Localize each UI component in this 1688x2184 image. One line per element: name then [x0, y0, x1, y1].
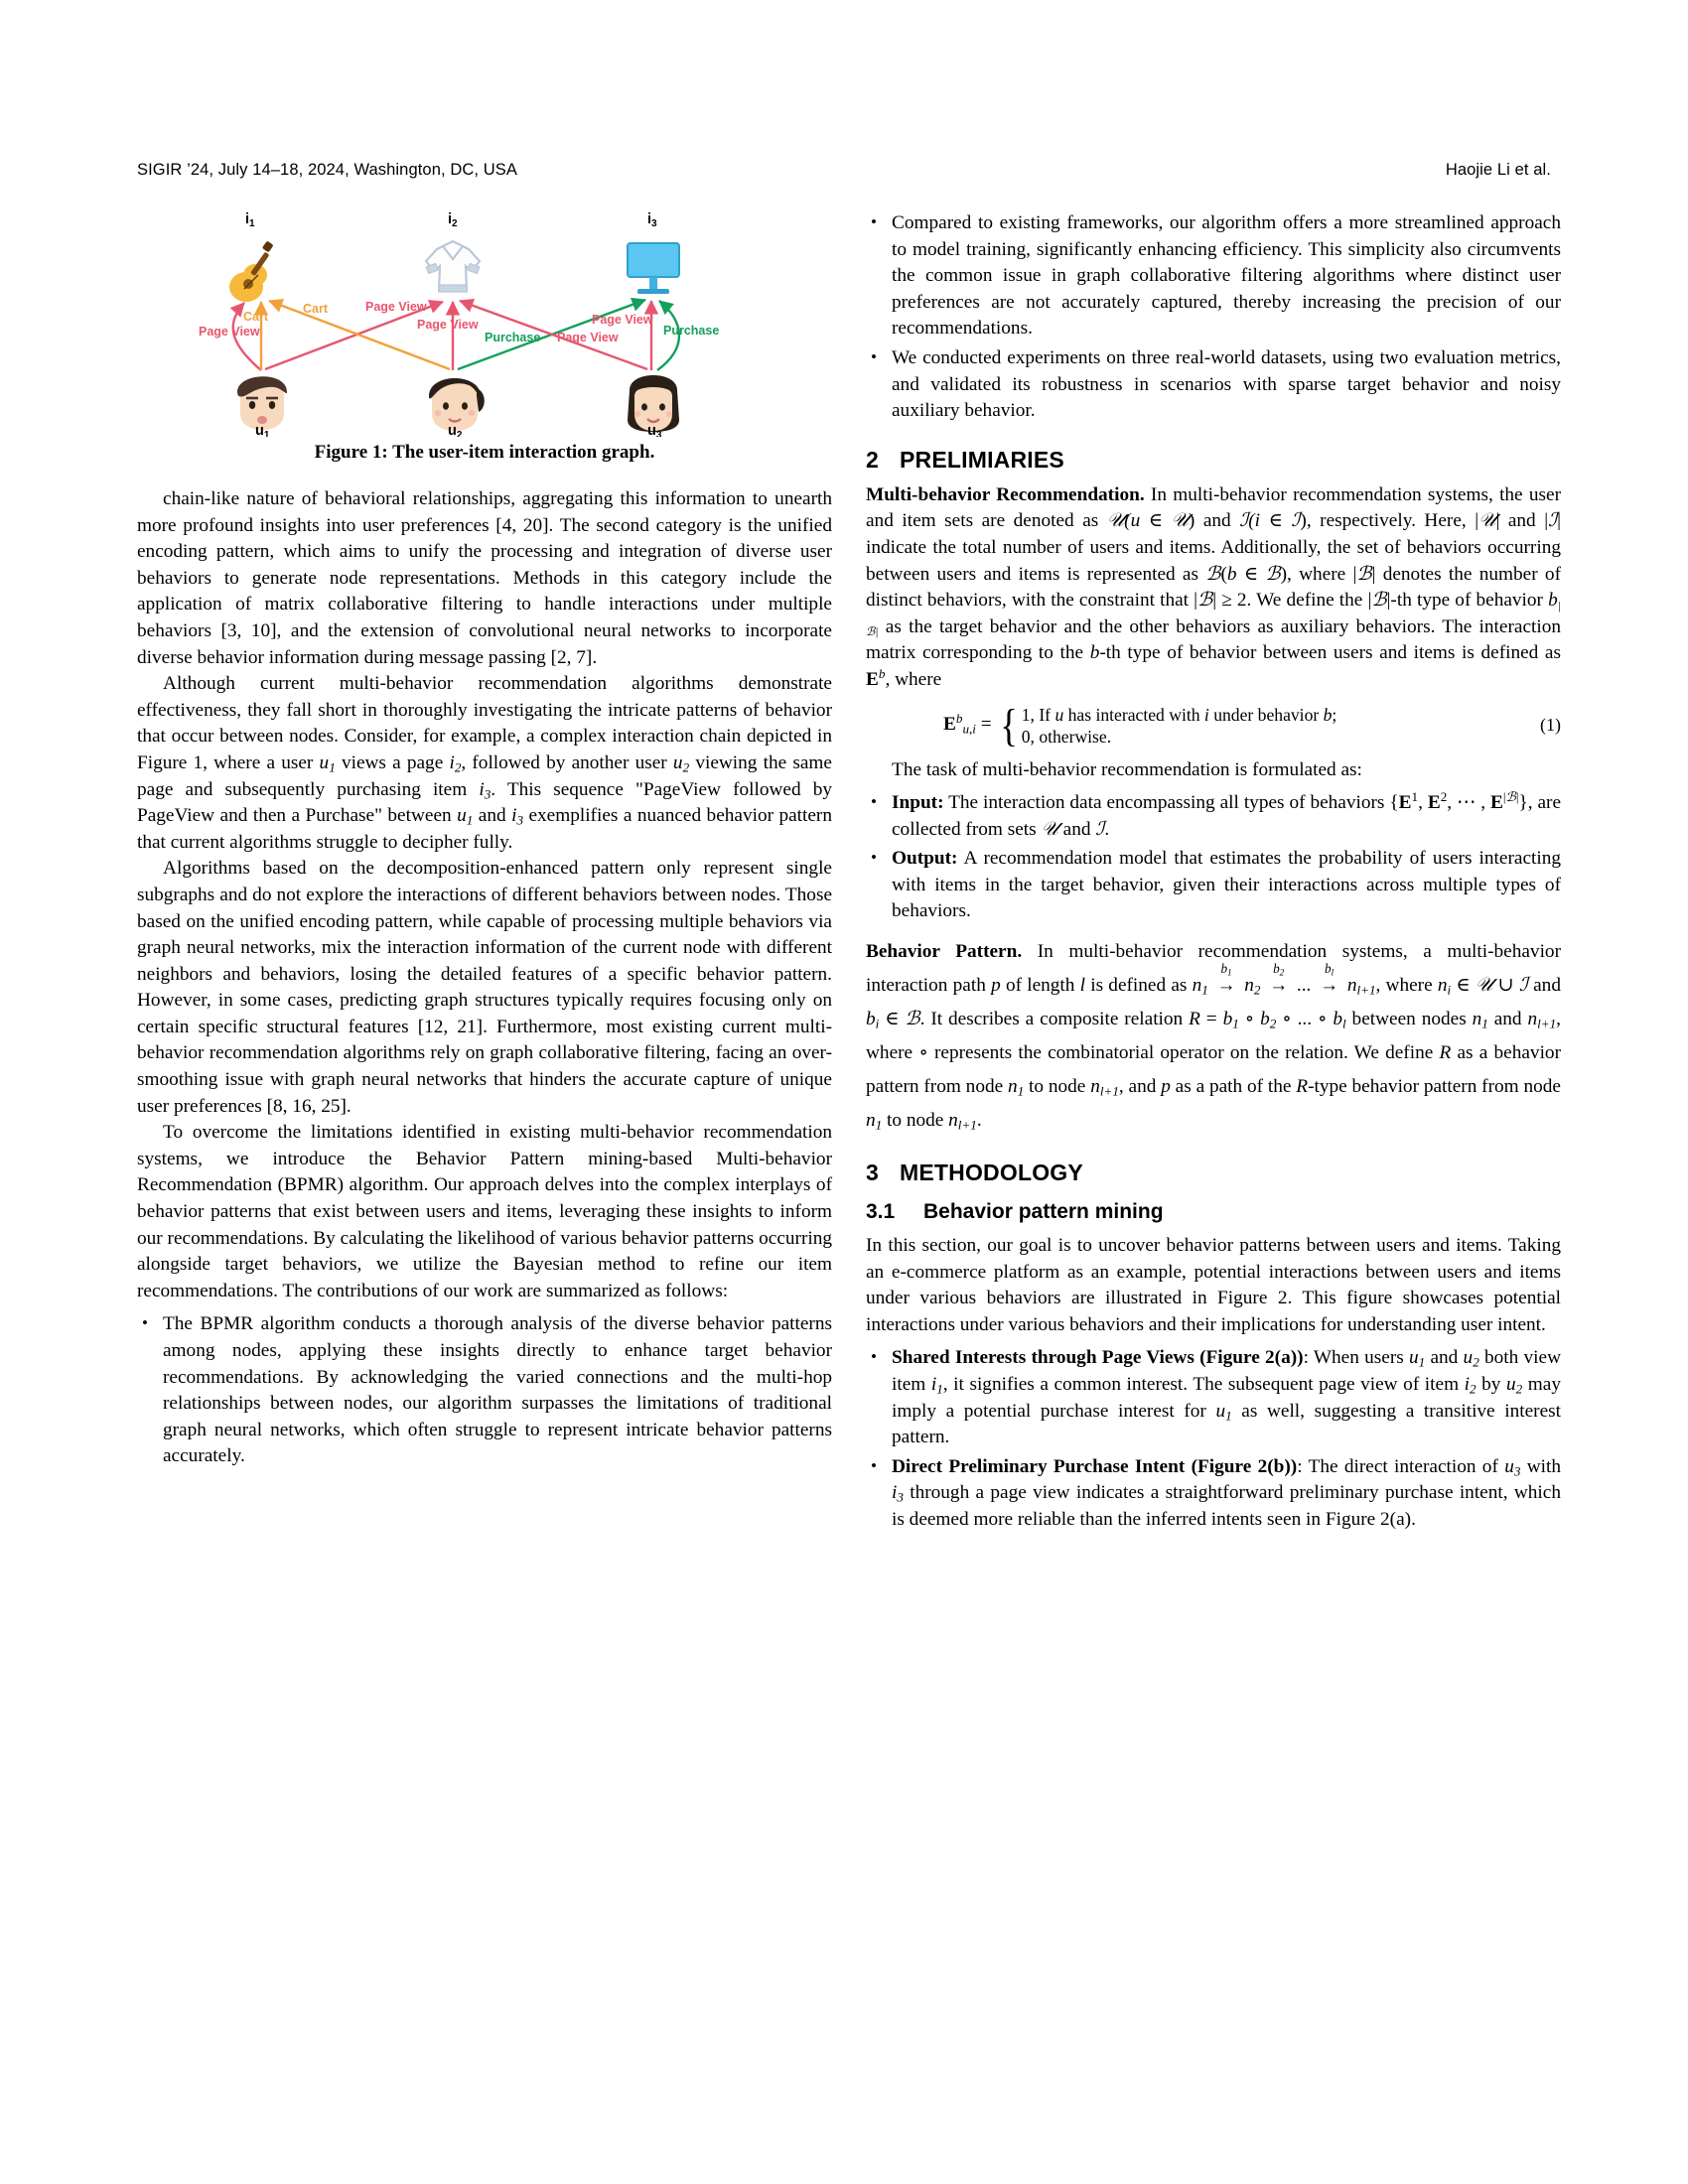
b3-f: may imply a potential purchase interest for — [892, 1374, 1561, 1422]
list-item: • The BPMR algorithm conducts a thorough analysis of the diverse behavior patterns among nodes, applying these insights directly to enhance target behavior recommendations. By acknowledging the varied connections and the multi-hop relationships between nodes, our algorithm surpasses the limitations of traditional graph neural networks, which often struggle to represent intricate behavior patterns accurately. — [137, 1311, 832, 1470]
b4-b: with — [1520, 1455, 1562, 1477]
math-nl1c: $n_{l+1}$ — [1090, 1076, 1119, 1099]
list-item-output — [866, 846, 1561, 925]
math-u1-d: $u_1$ — [1215, 1400, 1232, 1424]
figure-1 — [137, 204, 832, 465]
eq1-lhs: E — [943, 714, 956, 736]
b3-e: by — [1476, 1374, 1507, 1396]
math-set-I: ℐ — [1239, 510, 1249, 532]
left-para-3: Algorithms based on the decomposition-enhanced pattern only represent single subgraphs and do not explore the interactions of different behaviors between nodes. Those based on the unified encoding pattern, while capable of processing multiple behaviors via graph neural networks, mix the interaction information of the current node with different neighbors and behaviors, losing the detailed features of a specific behavior pattern. However, in some cases, predicting graph structures typically requires focusing only on certain specific structural features [12, 21]. Furthermore, most existing current multi-behavior recommendation algorithms rely on graph collaborative filtering, facing an over-smoothing issue with graph neural networks that hinders the accurate capture of unique user preferences [8, 16, 25]. — [137, 858, 832, 1117]
bullet-4-label: Direct Preliminary Purchase Intent (Figure 2(b)) — [892, 1455, 1298, 1477]
eq1-equals: = — [980, 714, 992, 736]
math-ni: $n_i$ — [1437, 975, 1452, 998]
math-u2-c: $u_2$ — [1463, 1347, 1479, 1371]
math-card-U: 𝒰 — [1478, 510, 1496, 532]
b3-a: : When users — [1303, 1347, 1409, 1369]
math-paren-u: (u — [1124, 510, 1141, 532]
math-card-B: ℬ — [1356, 563, 1372, 585]
svg-text:Cart: Cart — [243, 310, 269, 324]
bp-p: . — [976, 1110, 982, 1132]
math-i2-c: $i_2$ — [1464, 1374, 1477, 1397]
bp-c: is defined as — [1085, 975, 1193, 997]
mb-h: as the target behavior and the other behaviors as auxiliary behaviors. The interaction matrix corresponding to the — [866, 615, 1561, 664]
equation-1 — [866, 699, 1561, 751]
math-nl1b: $n_{l+1}$ — [1527, 1009, 1557, 1031]
left-para-2 — [137, 671, 832, 856]
math-set-U2: 𝒰 — [1171, 510, 1189, 532]
math-set-B2: ℬ — [1265, 563, 1281, 585]
output-label: Output: — [892, 848, 958, 870]
bp-d: , where — [1375, 975, 1438, 997]
figure-1-graphic — [167, 204, 802, 437]
math-u1: $u_1$ — [319, 751, 336, 775]
running-head-venue: SIGIR ’24, July 14–18, 2024, Washington, DC, USA — [137, 161, 517, 179]
arrow-b1: $b_1$ → — [1216, 961, 1236, 997]
mb-j: , where — [885, 668, 942, 690]
math-n1b: $n_1$ — [1472, 1009, 1488, 1031]
section-heading-preliminaries — [866, 446, 1561, 474]
svg-text:Cart: Cart — [303, 302, 329, 316]
left-para-2-c: , followed by another user — [461, 751, 673, 773]
figure-1-caption: Figure 1: The user-item interaction graph. — [314, 442, 655, 463]
svg-text:Page View: Page View — [592, 313, 653, 327]
output-text: A recommendation model that estimates the probability of users interacting with items in the target behavior, given their interactions across multiple types of behaviors. — [892, 848, 1561, 922]
bp-g: between nodes — [1345, 1009, 1473, 1030]
math-i2: $i_2$ — [449, 751, 462, 775]
mb-a: In multi-behavior recommendation systems, the user and item sets are denoted as — [866, 483, 1562, 532]
b3-c: both view item — [892, 1347, 1561, 1396]
section-number: 3 — [866, 1160, 879, 1186]
math-p: p — [991, 975, 1001, 997]
math-u2: $u_2$ — [672, 751, 690, 775]
eq1-brace: { — [999, 699, 1018, 751]
math-card-B3: ℬ — [1371, 590, 1387, 612]
math-bi: $b_i$ — [866, 1009, 880, 1031]
math-R: R — [1189, 1009, 1200, 1030]
behavior-pattern-paragraph: Behavior Pattern. In multi-behavior recommendation systems, a multi-behavior interaction path p of length l is defined as $n_1$ $b_1$ → $n_2$ $b_2$ → ... $b_l$ → $n_{l+1}$, where $n_i$ ∈ 𝒰 ∪ ℐ and $b_i$ ∈ ℬ. It describes a composite relation $R = b_1$ ∘ $b_2$ ∘ ... ∘ $b_l$ between nodes $n_1$ and $n_{l+1}$, where ∘ represents the combinatorial operator on the relation. We define R as a behavior pattern from node $n_1$ to node $n_{l+1}$, and p as a path of the R-type behavior pattern from node $n_1$ to node $n_{l+1}$. — [866, 941, 1561, 1133]
list-item-input: • Input: The interaction data encompassing all types of behaviors {$E^1$, $E^2$, ⋯ , $E^{|ℬ|}$}, are collected from sets 𝒰 and ℐ. — [866, 790, 1561, 843]
svg-text:i2: $i_2$ — [448, 211, 458, 229]
math-n1c: $n_1$ — [1008, 1076, 1025, 1099]
math-l: l — [1079, 975, 1085, 997]
left-contributions-list — [137, 1311, 832, 1470]
math-n2: $n_2$ — [1244, 975, 1261, 998]
math-set-B: ℬ — [1205, 563, 1221, 585]
input-label: Input: — [892, 792, 944, 814]
bp-e: and — [1527, 975, 1561, 997]
svg-text:u3: $u_3$ — [647, 423, 662, 437]
subsection-title: Behavior pattern mining — [923, 1200, 1164, 1224]
mb-d: , where — [1286, 563, 1353, 585]
b3-d: , it signifies a common interest. The subsequent page view of item — [942, 1374, 1465, 1396]
eq1-lhs-sup: b — [955, 711, 963, 727]
svg-text:Page View: Page View — [557, 331, 619, 344]
math-R3: R — [1296, 1076, 1309, 1098]
math-i3: $i_3$ — [479, 778, 492, 802]
math-u3-c: $u_3$ — [1504, 1455, 1521, 1479]
left-para-2-f: and — [473, 805, 512, 827]
svg-text:Page View: Page View — [417, 318, 479, 332]
math-i3-b: $i_3$ — [511, 805, 523, 828]
bp-k: to node — [1024, 1076, 1091, 1098]
bp-h: and — [1487, 1009, 1528, 1030]
section-title: METHODOLOGY — [900, 1160, 1083, 1186]
bp-f: . It describes a composite relation — [919, 1009, 1190, 1030]
bp-o: to node — [882, 1110, 949, 1132]
right-column — [866, 204, 1561, 1537]
running-head-authors: Haojie Li et al. — [1445, 161, 1551, 179]
task-io-list — [866, 790, 1561, 925]
bp-n: -type behavior pattern from node — [1308, 1076, 1561, 1098]
math-b2: b — [1089, 642, 1100, 664]
svg-text:Page View: Page View — [365, 300, 427, 314]
svg-text:Page View: Page View — [199, 325, 260, 339]
list-item — [866, 1454, 1561, 1534]
left-para-2-b: views a page — [335, 751, 450, 773]
list-item: • We conducted experiments on three real-world datasets, using two evaluation metrics, and validated its robustness in scenarios with sparse target behavior and noisy auxiliary behavior. — [866, 345, 1561, 425]
bp-j: as a behavior pattern from node — [866, 1042, 1561, 1098]
section-heading-methodology — [866, 1159, 1561, 1186]
arrow-bl: $b_l$ → — [1320, 961, 1339, 997]
eq1-case-2: 0, otherwise. — [1021, 726, 1112, 747]
math-set-U4: 𝒰 — [1475, 975, 1493, 997]
mb-e: denotes the number of distinct behaviors, with the constraint that — [866, 563, 1561, 612]
left-para-2-g: exemplifies a nuanced behavior pattern that current algorithms struggle to decipher fully. — [137, 805, 832, 853]
math-set-U3: 𝒰 — [1041, 818, 1058, 840]
math-n1: $n_1$ — [1192, 975, 1208, 998]
math-R2: R — [1439, 1042, 1452, 1064]
b4-a: : The direct interaction of — [1297, 1455, 1505, 1477]
bp-l: , and — [1118, 1076, 1162, 1098]
math-u1-c: $u_1$ — [1409, 1347, 1426, 1371]
svg-text:Purchase: Purchase — [663, 324, 720, 338]
math-nl1d: $n_{l+1}$ — [948, 1110, 977, 1133]
running-head — [137, 157, 1551, 183]
math-matrix-E: E — [866, 668, 879, 690]
math-n1d: $n_1$ — [866, 1110, 883, 1133]
math-b-card: $b_{|ℬ|}$ — [866, 590, 1561, 639]
svg-text:u1: $u_1$ — [255, 423, 270, 437]
mb-c: indicate the total number of users and items. Additionally, the set of behaviors occurring between users and items is represented as — [866, 536, 1561, 585]
math-i1-c: $i_1$ — [930, 1374, 943, 1397]
svg-text:i3: $i_3$ — [647, 211, 657, 229]
input-text-a: The interaction data encompassing all types of behaviors — [943, 792, 1390, 814]
subsection-number: 3.1 — [866, 1200, 896, 1224]
left-column — [137, 204, 832, 1473]
left-para-4: To overcome the limitations identified in existing multi-behavior recommendation systems, we introduce the Behavior Pattern mining-based Multi-behavior Recommendation (BPMR) algorithm. Our approach delves into the complex interplays of behavior patterns that exist between users and items, leveraging these insights to inform our recommendations. By calculating the likelihood of various behavior patterns occurring alongside target behaviors, we utilize the Bayesian method to refine our item recommendations. The contributions of our work are summarized as follows: — [137, 1122, 832, 1301]
runin-heading-multi-behavior: Multi-behavior Recommendation. — [866, 483, 1145, 505]
arrow-b2: $b_2$ → — [1269, 961, 1289, 997]
math-set-I3: ℐ — [1095, 818, 1105, 840]
mb-g: -th type of behavior — [1390, 590, 1549, 612]
mb-b: , respectively. Here, — [1306, 510, 1476, 532]
section-title: PRELIMIARIES — [900, 446, 1064, 473]
eq1-cases — [1022, 704, 1337, 748]
left-para-1: chain-like nature of behavioral relationships, aggregating this information to unearth more profound insights into user preferences [4, 20]. The second category is the unified encoding pattern, which aims to unify the processing and integration of diverse user behaviors to generate node representations. Methods in this category include the application of matrix collaborative filtering to handle interactions under multiple behaviors [3, 10], and the extension of convolutional neural networks to incorporate diverse behavior information during message passing [2, 7]. — [137, 488, 832, 668]
math-p2: p — [1161, 1076, 1171, 1098]
math-card-B2: ℬ — [1197, 590, 1213, 612]
section-number: 2 — [866, 446, 879, 473]
math-paren-i: (i — [1248, 510, 1261, 532]
svg-text:u2: $u_2$ — [448, 423, 463, 437]
list-item — [866, 1345, 1561, 1450]
bp-i: , where ∘ represents the combinatorial operator on the relation. We define — [866, 1009, 1561, 1064]
math-set-I4: ℐ — [1518, 975, 1528, 997]
math-u1-b: $u_1$ — [457, 805, 474, 828]
mb-f: 2. We define the — [1231, 590, 1368, 612]
behavior-examples-list — [866, 1345, 1561, 1533]
math-nl1: $n_{l+1}$ — [1346, 975, 1376, 998]
eq1-number: (1) — [1540, 715, 1561, 736]
eq1-case-1: 1, If u has interacted with i under behavior b; — [1021, 704, 1337, 725]
subsection-heading-behavior-pattern-mining — [866, 1199, 1561, 1225]
b3-b: and — [1425, 1347, 1464, 1369]
math-set-U: 𝒰 — [1106, 510, 1125, 532]
left-para-2-d: viewing the same page and subsequently purchasing item — [137, 751, 832, 800]
math-set-B3: ℬ — [905, 1009, 920, 1030]
svg-text:i1: $i_1$ — [245, 211, 255, 229]
bullet-3-label: Shared Interests through Page Views (Figure 2(a)) — [892, 1347, 1304, 1369]
input-text-c: . — [1104, 818, 1110, 840]
math-set-I2: ℐ — [1291, 510, 1301, 532]
runin-heading-behavior-pattern: Behavior Pattern. — [866, 941, 1023, 963]
math-E-sup: b — [878, 666, 886, 682]
left-para-2-a: Although current multi-behavior recommendation algorithms demonstrate effectiveness, they fall short in thoroughly investigating the intricate patterns of behavior that occur between nodes. Consider, for example, a complex interaction chain depicted in Figure 1, where a user — [137, 673, 832, 773]
math-i3-c: $i_3$ — [892, 1482, 904, 1506]
list-item: • Compared to existing frameworks, our algorithm offers a more streamlined approach to model training, significantly enhancing efficiency. This simplicity also circumvents the common issue in graph collaborative filtering algorithms where distinct user preferences are not accurately captured, thereby increasing the precision of our recommendations. — [866, 210, 1561, 342]
bp-b: of length — [1000, 975, 1080, 997]
bp-a: In multi-behavior recommendation systems, a multi-behavior interaction path — [866, 941, 1561, 997]
math-b: b — [1226, 563, 1237, 585]
svg-text:Purchase: Purchase — [485, 331, 541, 344]
math-card-I: ℐ — [1548, 510, 1558, 532]
b3-g: as well, suggesting a transitive interest pattern. — [892, 1400, 1561, 1448]
eq1-lhs-sub: u,i — [962, 721, 976, 737]
multi-behavior-paragraph: Multi-behavior Recommendation. In multi-behavior recommendation systems, the user and item sets are denoted as 𝒰(u ∈ 𝒰) and ℐ(i ∈ ℐ), respectively. Here, |𝒰| and |ℐ| indicate the total number of users and items. Additionally, the set of behaviors occurring between users and items is represented as ℬ(b ∈ ℬ), where |ℬ| denotes the number of distinct behaviors, with the constraint that |ℬ| ≥ 2. We define the |ℬ|-th type of behavior $b_{|ℬ|}$ as the target behavior and the other behaviors as auxiliary behaviors. The interaction matrix corresponding to the b-th type of behavior between users and items is defined as $E^b$, where — [866, 483, 1562, 690]
right-contributions-list — [866, 210, 1561, 425]
math-u2-d: $u_2$ — [1506, 1374, 1523, 1397]
methodology-paragraph: In this section, our goal is to uncover behavior patterns between users and items. Taking an e-commerce platform as an example, potential interactions between users and items under various behaviors are illustrated in Figure 2. This figure showcases potential interactions under various behaviors and their implications for understanding user intent. — [866, 1235, 1561, 1335]
mb-i: -th type of behavior between users and items is defined as — [1099, 642, 1561, 664]
task-line: The task of multi-behavior recommendation is formulated as: — [892, 758, 1362, 780]
left-para-2-e: . This sequence "PageView followed by PageView and then a Purchase" between — [137, 778, 832, 827]
bp-m: as a path of the — [1170, 1076, 1297, 1098]
b4-c: through a page view indicates a straightforward preliminary purchase intent, which is deemed more reliable than the inferred intents seen in Figure 2(a). — [892, 1482, 1561, 1530]
input-text-b: , are collected from sets — [892, 792, 1561, 840]
